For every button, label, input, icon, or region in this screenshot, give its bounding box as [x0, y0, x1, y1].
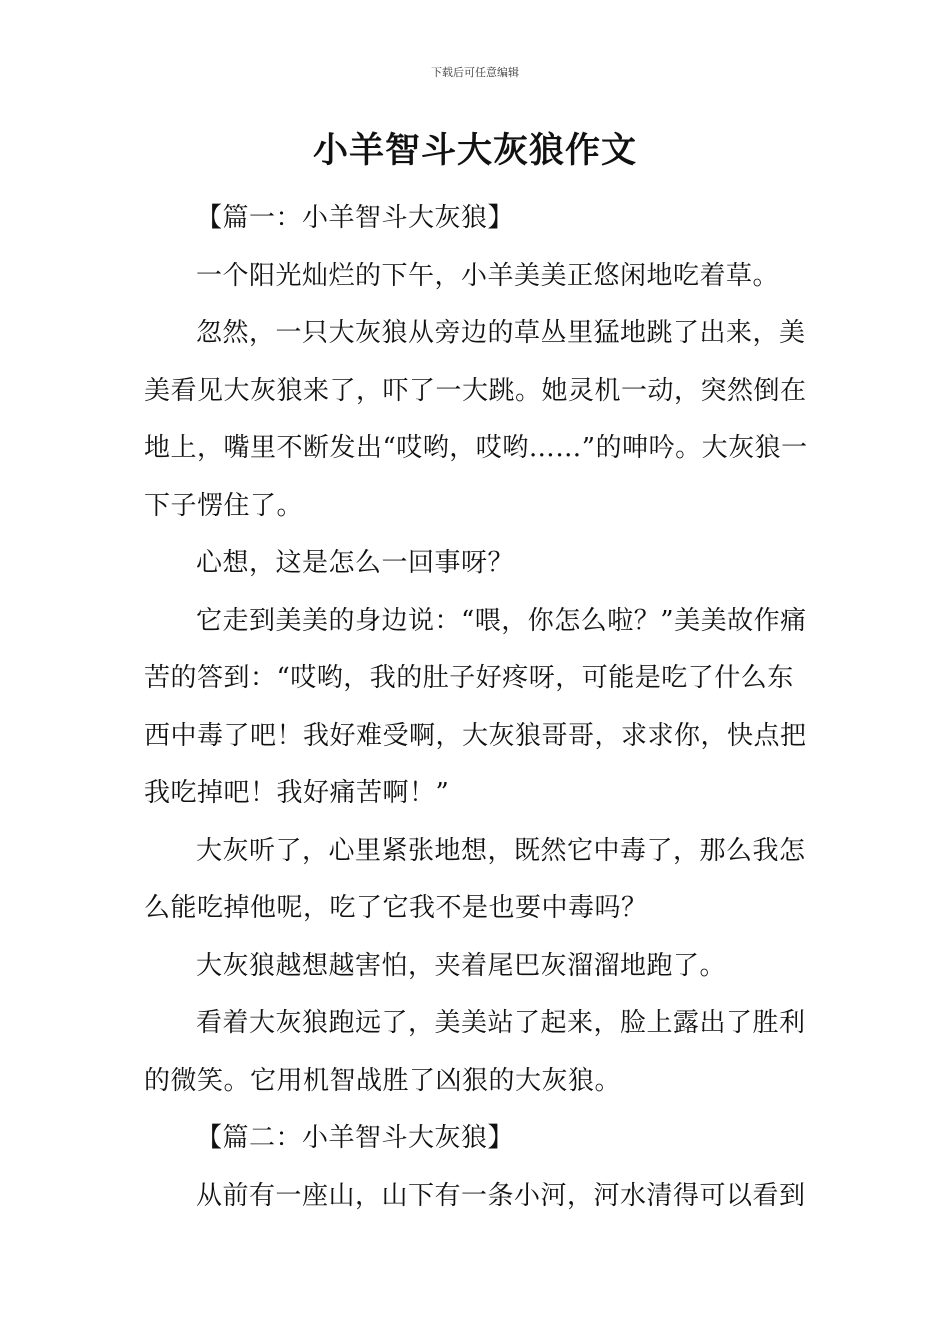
paragraph: 忽然，一只大灰狼从旁边的草丛里猛地跳了出来，美美看见大灰狼来了，吓了一大跳。她灵机一动，突然倒在地上，嘴里不断发出“哎哟，哎哟……”的呻吟。大灰狼一下子愣住了。	[144, 318, 808, 521]
paragraph: 它走到美美的身边说：“喂，你怎么啦？”美美故作痛苦的答到：“哎哟，我的肚子好疼呀，可能是吃了什么东西中毒了吧！我好难受啊，大灰狼哥哥，求求你，快点把我吃掉吧！我好痛苦啊！”	[144, 605, 807, 808]
paragraph: 大灰狼越想越害怕，夹着尾巴灰溜溜地跑了。	[196, 950, 727, 981]
paragraph: 大灰听了，心里紧张地想，既然它中毒了，那么我怎么能吃掉他呢，吃了它我不是也要中毒吗？	[144, 835, 806, 923]
paragraph: 一个阳光灿烂的下午，小羊美美正悠闲地吃着草。	[196, 260, 780, 291]
section-heading-1: 【篇一：小羊智斗大灰狼】	[196, 203, 515, 233]
paragraph: 从前有一座山，山下有一条小河，河水清得可以看到	[196, 1180, 806, 1211]
paragraph: 看着大灰狼跑远了，美美站了起来，脸上露出了胜利的微笑。它用机智战胜了凶狠的大灰狼。	[144, 1008, 806, 1096]
document-body	[144, 190, 814, 1225]
paragraph: 心想，这是怎么一回事呀？	[196, 548, 515, 578]
header-note: 下载后可任意编辑	[431, 66, 519, 79]
section-heading-2: 【篇二：小羊智斗大灰狼】	[196, 1123, 515, 1153]
document-title: 小羊智斗大灰狼作文	[312, 131, 637, 171]
